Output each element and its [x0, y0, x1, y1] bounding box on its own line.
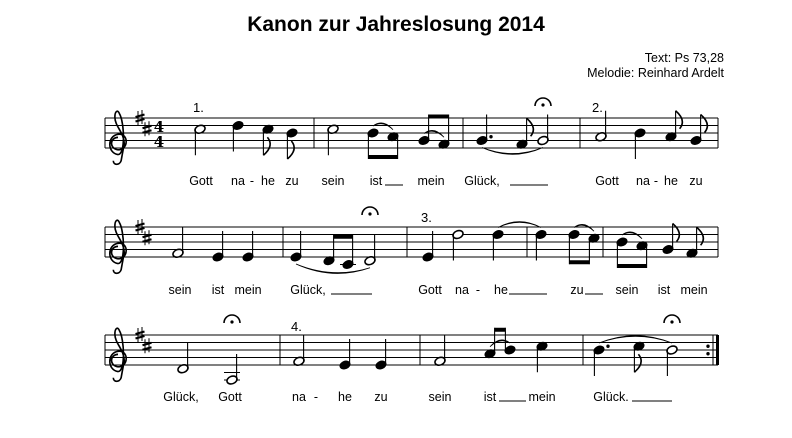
beam: [617, 264, 646, 268]
lyric-syllable: Gott: [218, 390, 242, 404]
treble-clef-icon: [110, 111, 126, 164]
slur: [599, 336, 672, 343]
voice-entry-4: 4.: [291, 319, 302, 334]
staff-system: [105, 207, 718, 273]
score: [105, 98, 719, 385]
lyric-syllable: Glück,: [290, 283, 326, 297]
repeat-dot: [706, 352, 709, 355]
lyric-syllable: na: [231, 174, 245, 188]
lyric-syllable: Glück,: [464, 174, 500, 188]
lyric-syllable: he: [494, 283, 508, 297]
slur: [296, 264, 370, 273]
lyric-syllable: mein: [234, 283, 262, 297]
augmentation-dot: [606, 345, 609, 348]
sharp-icon: [143, 121, 152, 136]
song-title: Kanon zur Jahreslosung 2014: [247, 13, 545, 36]
lyric-hyphen: -: [313, 390, 319, 404]
note-flag: [676, 111, 683, 129]
note-flag: [287, 141, 294, 159]
note-flag: [527, 118, 534, 136]
lyric-syllable: ist: [369, 174, 383, 188]
lyrics: [163, 174, 707, 404]
beam: [368, 155, 397, 159]
slur: [622, 232, 642, 239]
note-flag: [263, 137, 270, 155]
lyric-syllable: sein: [168, 283, 192, 297]
beam: [569, 260, 589, 264]
lyric-syllable: na: [292, 390, 306, 404]
lyric-syllable: zu: [285, 174, 299, 188]
augmentation-dot: [489, 135, 492, 138]
lyric-syllable: he: [261, 174, 275, 188]
lyric-hyphen: -: [653, 174, 659, 188]
lyric-syllable: mein: [528, 390, 556, 404]
lyric-syllable: ist: [657, 283, 671, 297]
treble-clef-icon: [110, 220, 126, 273]
fermata-icon: [664, 315, 680, 324]
lyric-syllable: zu: [570, 283, 584, 297]
melody-credit: Melodie: Reinhard Ardelt: [587, 66, 724, 80]
lyric-syllable: ist: [211, 283, 225, 297]
voice-entry-1: 1.: [193, 100, 204, 115]
time-signature-bottom: 4: [153, 133, 165, 151]
voice-entry-2: 2.: [592, 100, 603, 115]
lyric-syllable: zu: [374, 390, 388, 404]
sharp-icon: [143, 338, 152, 353]
beam: [429, 115, 449, 119]
fermata-icon: [535, 98, 551, 107]
lyric-syllable: mein: [417, 174, 445, 188]
slur: [490, 340, 510, 347]
lyric-syllable: sein: [428, 390, 452, 404]
lyric-syllable: ist: [483, 390, 497, 404]
lyric-syllable: Gott: [189, 174, 213, 188]
treble-clef-icon: [110, 328, 126, 381]
fermata-icon: [224, 315, 240, 324]
lyric-hyphen: -: [249, 174, 255, 188]
note-flag: [673, 224, 680, 242]
lyric-syllable: sein: [615, 283, 639, 297]
final-barline: [716, 335, 719, 365]
fermata-icon: [362, 207, 378, 216]
slur: [373, 123, 393, 130]
lyric-syllable: sein: [321, 174, 345, 188]
lyric-syllable: na: [636, 174, 650, 188]
staff-system: [105, 315, 719, 385]
beam: [495, 328, 506, 332]
beam: [334, 235, 353, 239]
note-flag: [634, 354, 641, 372]
lyric-syllable: he: [338, 390, 352, 404]
lyric-hyphen: -: [475, 283, 481, 297]
lyric-syllable: Glück.: [593, 390, 629, 404]
lyric-syllable: na: [455, 283, 469, 297]
slur: [482, 148, 543, 155]
voice-entry-3: 3.: [421, 210, 432, 225]
lyric-syllable: he: [664, 174, 678, 188]
slur: [424, 130, 444, 137]
lyric-syllable: zu: [689, 174, 703, 188]
sharp-icon: [143, 230, 152, 245]
slur: [574, 224, 594, 231]
note-flag: [701, 115, 708, 133]
repeat-dot: [706, 345, 709, 348]
text-credit: Text: Ps 73,28: [644, 51, 724, 65]
lyric-syllable: Gott: [418, 283, 442, 297]
lyric-syllable: mein: [680, 283, 708, 297]
lyric-syllable: Glück,: [163, 390, 199, 404]
lyric-syllable: Gott: [595, 174, 619, 188]
time-signature-top: 4: [153, 118, 165, 136]
note-flag: [697, 227, 704, 245]
